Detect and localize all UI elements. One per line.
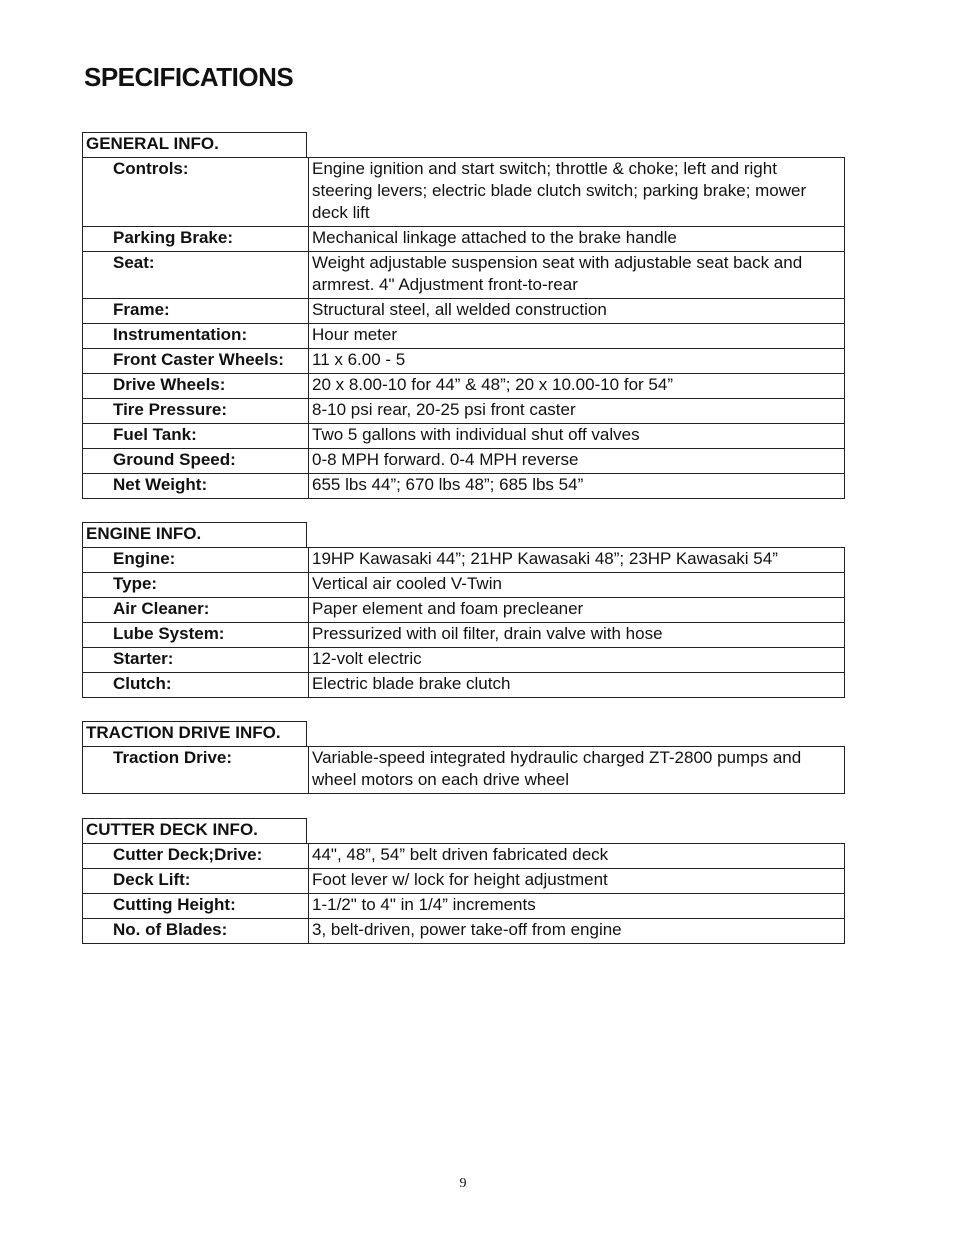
- spec-row: [82, 598, 845, 623]
- spec-row: [82, 449, 845, 474]
- spec-label: Drive Wheels:: [113, 375, 226, 394]
- spec-value: 19HP Kawasaki 44”; 21HP Kawasaki 48”; 23HP Kawasaki 54”: [308, 548, 844, 572]
- engine-info-section: [82, 522, 845, 698]
- spec-label: Parking Brake:: [113, 228, 233, 247]
- spec-row: [82, 894, 845, 919]
- spec-label: Cutting Height:: [113, 895, 236, 914]
- spec-row: [82, 252, 845, 299]
- spec-value: Vertical air cooled V-Twin: [308, 573, 844, 597]
- spec-value: Pressurized with oil filter, drain valve with hose: [308, 623, 844, 647]
- spec-row: [82, 547, 845, 573]
- spec-row: [82, 673, 845, 698]
- spec-label: Net Weight:: [113, 475, 208, 494]
- spec-value: 0-8 MPH forward. 0-4 MPH reverse: [308, 449, 844, 473]
- section-heading: CUTTER DECK INFO.: [82, 818, 307, 843]
- spec-label: Lube System:: [113, 624, 225, 643]
- spec-value: 1-1/2" to 4" in 1/4” increments: [308, 894, 844, 918]
- spec-label: Air Cleaner:: [113, 599, 210, 618]
- spec-value: 3, belt-driven, power take-off from engine: [308, 919, 844, 943]
- spec-value: Mechanical linkage attached to the brake handle: [308, 227, 844, 251]
- spec-label: Seat:: [113, 253, 155, 272]
- spec-label: Clutch:: [113, 674, 172, 693]
- spec-value: 12-volt electric: [308, 648, 844, 672]
- spec-label: Frame:: [113, 300, 170, 319]
- spec-value: 655 lbs 44”; 670 lbs 48”; 685 lbs 54”: [308, 474, 844, 498]
- spec-value: Engine ignition and start switch; throttle & choke; left and right steering levers; electric blade clutch switch; parking brake; mower deck lift: [308, 158, 844, 226]
- spec-row: [82, 474, 845, 499]
- spec-row: [82, 157, 845, 227]
- spec-row: [82, 869, 845, 894]
- spec-label: No. of Blades:: [113, 920, 228, 939]
- section-heading: GENERAL INFO.: [82, 132, 307, 157]
- section-heading: TRACTION DRIVE INFO.: [82, 721, 307, 746]
- spec-row: [82, 746, 845, 794]
- spec-value: 8-10 psi rear, 20-25 psi front caster: [308, 399, 844, 423]
- spec-value: Electric blade brake clutch: [308, 673, 844, 697]
- spec-row: [82, 349, 845, 374]
- spec-label: Tire Pressure:: [113, 400, 228, 419]
- spec-label: Engine:: [113, 549, 176, 568]
- spec-value: 20 x 8.00-10 for 44” & 48”; 20 x 10.00-10 for 54”: [308, 374, 844, 398]
- spec-label: Deck Lift:: [113, 870, 191, 889]
- spec-label: Traction Drive:: [113, 748, 233, 767]
- spec-row: [82, 573, 845, 598]
- spec-row: [82, 399, 845, 424]
- spec-value: Variable-speed integrated hydraulic charged ZT-2800 pumps and wheel motors on each drive wheel: [308, 747, 844, 793]
- spec-label: Type:: [113, 574, 158, 593]
- section-heading: ENGINE INFO.: [82, 522, 307, 547]
- page-title: SPECIFICATIONS: [84, 62, 294, 92]
- spec-label: Front Caster Wheels:: [113, 350, 284, 369]
- cutter-deck-info-section: [82, 818, 845, 944]
- page-number: 9: [459, 1176, 467, 1191]
- spec-label: Ground Speed:: [113, 450, 236, 469]
- spec-value: 11 x 6.00 - 5: [308, 349, 844, 373]
- spec-row: [82, 424, 845, 449]
- spec-value: Foot lever w/ lock for height adjustment: [308, 869, 844, 893]
- spec-value: 44", 48”, 54” belt driven fabricated deck: [308, 844, 844, 868]
- spec-row: [82, 843, 845, 869]
- spec-row: [82, 623, 845, 648]
- spec-label: Cutter Deck;Drive:: [113, 845, 263, 864]
- spec-row: [82, 919, 845, 944]
- spec-label: Fuel Tank:: [113, 425, 197, 444]
- traction-drive-info-section: [82, 721, 845, 794]
- spec-value: Hour meter: [308, 324, 844, 348]
- spec-row: [82, 299, 845, 324]
- spec-row: [82, 374, 845, 399]
- spec-value: Paper element and foam precleaner: [308, 598, 844, 622]
- spec-value: Two 5 gallons with individual shut off valves: [308, 424, 844, 448]
- spec-row: [82, 227, 845, 252]
- spec-value: Structural steel, all welded construction: [308, 299, 844, 323]
- spec-label: Instrumentation:: [113, 325, 248, 344]
- spec-label: Starter:: [113, 649, 174, 668]
- spec-row: [82, 648, 845, 673]
- spec-value: Weight adjustable suspension seat with adjustable seat back and armrest. 4" Adjustment front-to-rear: [308, 252, 844, 298]
- spec-row: [82, 324, 845, 349]
- general-info-section: [82, 132, 845, 499]
- spec-label: Controls:: [113, 159, 189, 178]
